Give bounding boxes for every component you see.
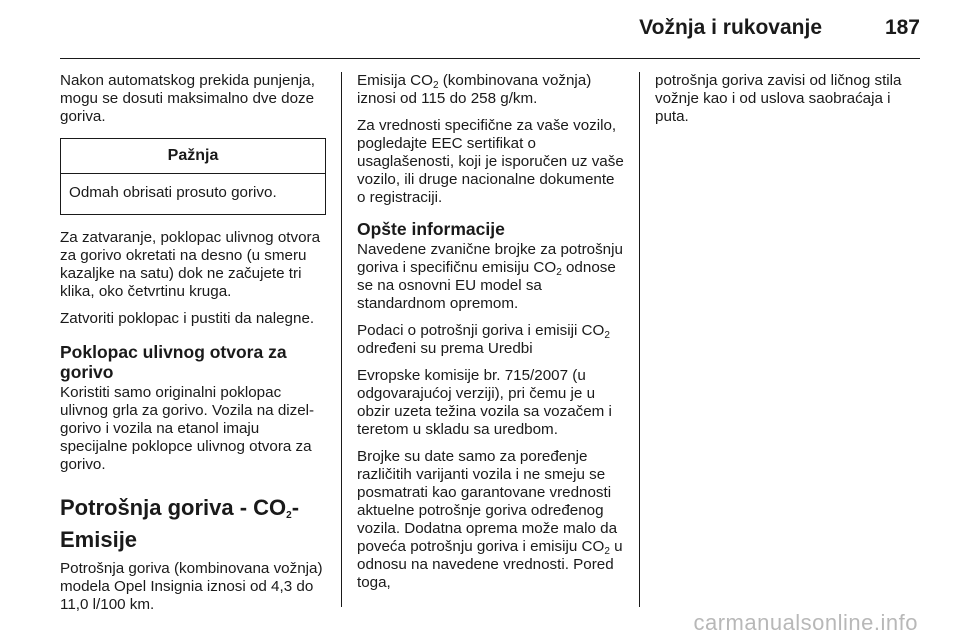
subscript-2: 2 [556,267,562,278]
paragraph-regulation [357,322,625,358]
paragraph-close-flap: Zatvoriti poklopac i pustiti da nalegne. [60,310,315,327]
text-fragment: Podaci o potrošnji goriva i emisiji CO [357,322,605,339]
paragraph-official-figures [357,241,625,313]
paragraph-commission-regulation: Evropske komisije br. 715/2007 (u odgovarajućoj verziji), pri čemu je u obzir uzeta težina vozila sa vozačem i teretom u skladu sa uredbom. [357,367,612,438]
text-fragment: (kombinovana vožnja) iznosi od 115 do 258 g/km. [357,72,592,107]
heading-fuel-consumption-suffix: -Emisije [60,495,300,552]
subscript-2: 2 [604,330,610,341]
page-header [0,0,960,62]
text-fragment: Brojke su date samo za poređenje različitih varijanti vozila i ne smeju se posmatrati kao garantovane vrednosti aktuelne potrošnje goriva određenog vozila. Dodatna oprema može malo da poveća potrošnju goriva i emisiju CO [357,448,618,555]
paragraph-comparison [357,448,625,592]
notice-title: Pažnja [167,147,219,164]
header-rule [60,58,920,59]
column-right [655,72,925,135]
subscript-2: 2 [432,80,439,91]
paragraph-closing-cap: Za zatvaranje, poklopac ulivnog otvora za gorivo okretati na desno (u smeru kazaljke na satu) dok ne začujete tri klika, oko četvrtinu kruga. [60,229,321,300]
notice-box [60,138,326,215]
paragraph-emission-range [357,72,625,108]
text-fragment: Emisija CO [357,72,433,89]
paragraph-eec-certificate: Za vrednosti specifične za vaše vozilo, pogledajte EEC sertifikat o usaglašenosti, koji je isporučen uz vaše vozilo, ili druge nacionalne dokumente o registraciji. [357,117,624,206]
column-divider-left [341,72,342,607]
subscript-2: 2 [604,546,610,557]
text-fragment: u odnosu na navedene vrednosti. Pored toga, [357,538,623,591]
heading-general-info: Opšte informacije [357,219,505,239]
heading-fuel-cap: Poklopac ulivnog otvora za gorivo [60,342,287,382]
text-fragment: Navedene zvanične brojke za potrošnju goriva i specifičnu emisiju CO [357,241,623,276]
text-fragment: odnose se na osnovni EU model sa standardnom opremom. [357,259,616,312]
page-number: 187 [884,16,920,39]
chapter-title: Vožnja i rukovanje [639,16,822,39]
paragraph-driving-style: potrošnja goriva zavisi od ličnog stila vožnje kao i od uslova saobraćaja i puta. [655,72,902,125]
column-left [60,72,326,623]
paragraph-consumption-range: Potrošnja goriva (kombinovana vožnja) modela Opel Insignia iznosi od 4,3 do 11,0 l/100 km. [60,560,323,613]
text-fragment: određeni su prema Uredbi [357,340,533,357]
watermark: carmanualsonline.info [693,610,918,635]
notice-body: Odmah obrisati prosuto gorivo. [69,184,277,201]
subscript-2: 2 [286,510,292,521]
column-middle [357,72,625,601]
paragraph-refill: Nakon automatskog prekida punjenja, mogu se dosuti maksimalno dve doze goriva. [60,72,315,125]
heading-fuel-consumption-text: Potrošnja goriva - CO [60,495,287,520]
heading-fuel-consumption [60,492,326,556]
column-divider-right [639,72,640,607]
paragraph-fuel-cap: Koristiti samo originalni poklopac ulivnog grla za gorivo. Vozila na dizel-gorivo i vozila na etanol imaju specijalne poklopce ulivnog otvora za gorivo. [60,384,315,473]
